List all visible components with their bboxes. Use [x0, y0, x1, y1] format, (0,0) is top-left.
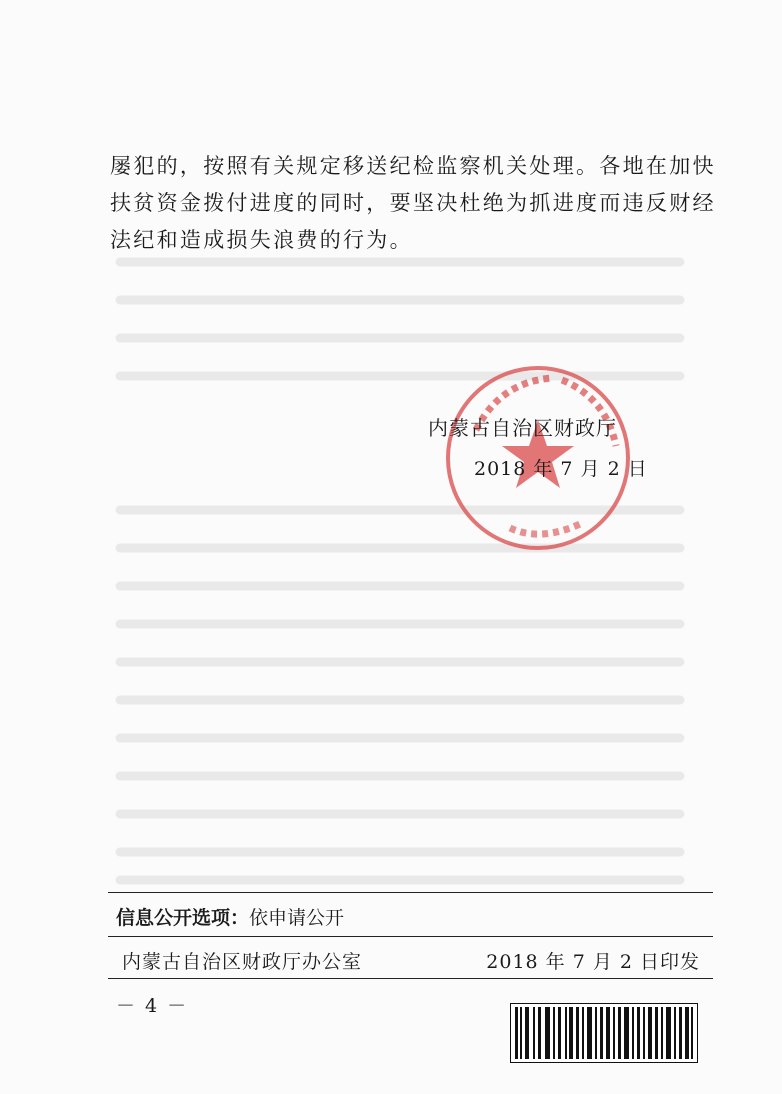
divider	[108, 936, 713, 937]
body-line: 扶贫资金拨付进度的同时，要坚决杜绝为抓进度而违反财经	[110, 191, 716, 215]
signature-date: 2018 年 7 月 2 日	[474, 458, 648, 480]
signature-organization: 内蒙古自治区财政厅	[428, 416, 617, 440]
disclosure-value: 依申请公开	[249, 907, 345, 929]
body-line: 屡犯的，按照有关规定移送纪检监察机关处理。各地在加快	[110, 154, 716, 178]
print-date: 2018 年 7 月 2 日印发	[486, 951, 700, 973]
issuing-office: 内蒙古自治区财政厅办公室	[122, 951, 363, 973]
disclosure-label: 信息公开选项：	[116, 907, 250, 929]
disclosure-option	[116, 903, 344, 930]
barcode	[510, 1003, 698, 1063]
body-line: 法纪和造成损失浪费的行为。	[110, 228, 413, 252]
body-text	[110, 148, 716, 259]
divider	[108, 892, 713, 893]
page-number: － 4 －	[116, 995, 189, 1017]
divider	[108, 978, 713, 979]
